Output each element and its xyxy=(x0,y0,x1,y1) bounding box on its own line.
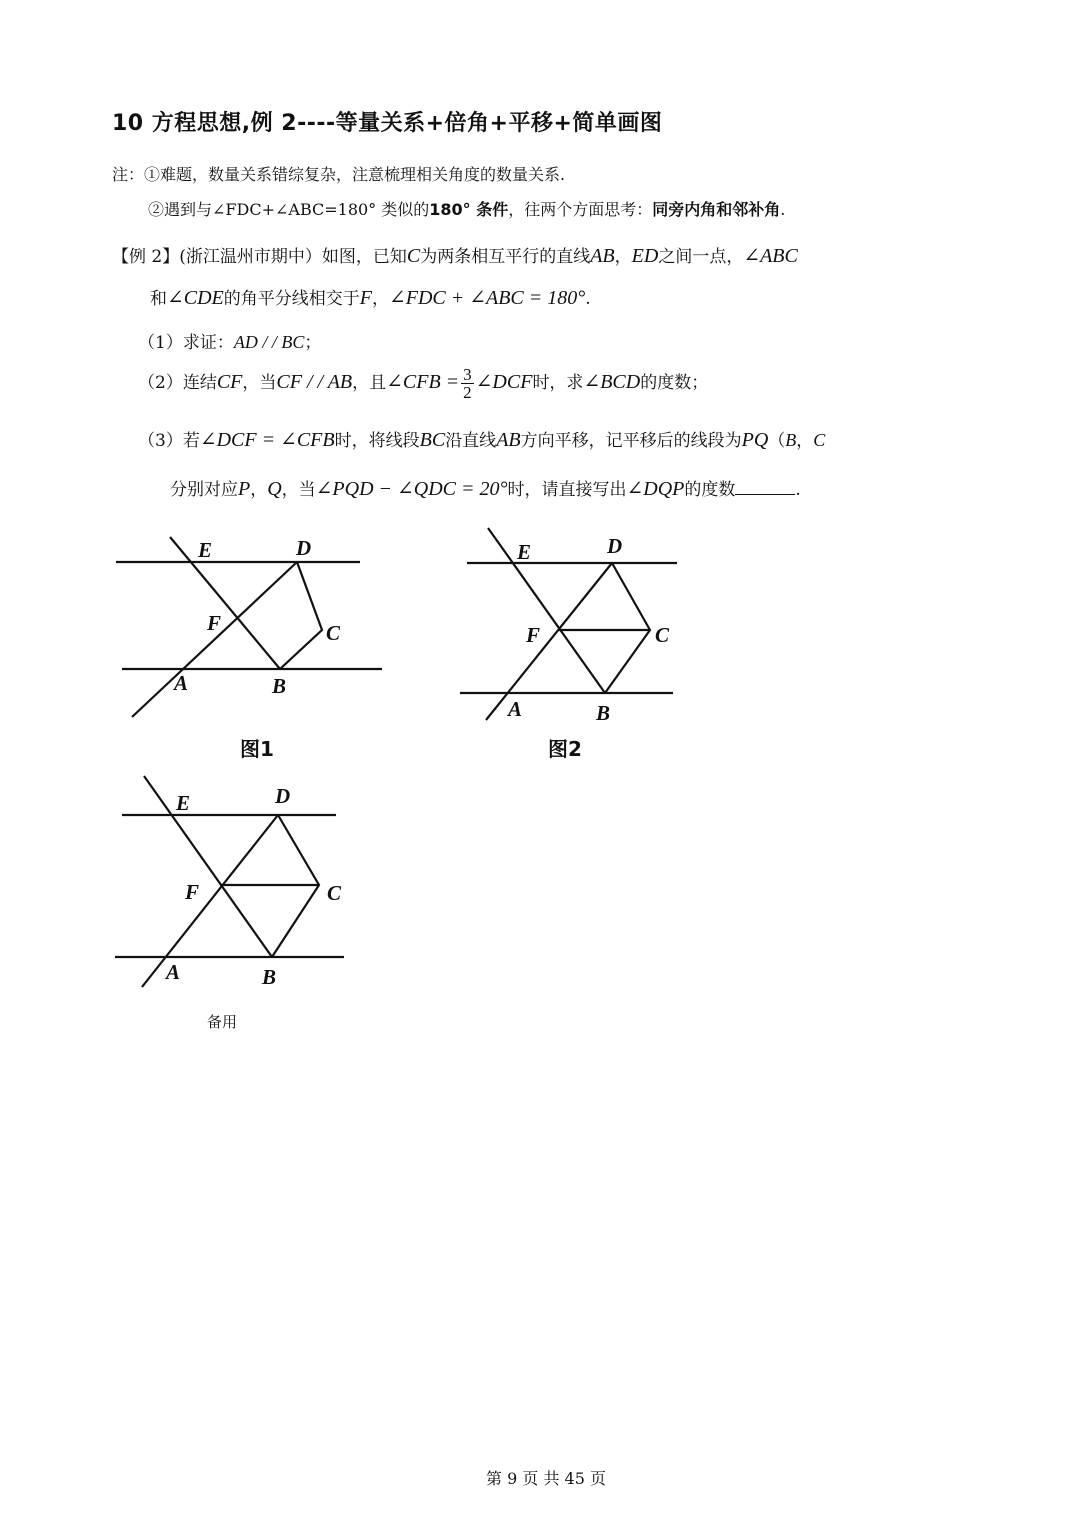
stem-text: ，当 xyxy=(242,373,277,393)
label-A: A xyxy=(508,697,523,721)
label-C: C xyxy=(655,623,670,647)
math-C: C xyxy=(813,430,826,450)
label-F: F xyxy=(207,611,222,635)
question-label: （3）若 xyxy=(138,431,200,451)
stem-text: ， xyxy=(796,431,814,451)
math-B: B xyxy=(785,430,797,450)
math-Q: Q xyxy=(267,478,282,500)
stem-text: ， xyxy=(614,247,632,267)
label-B: B xyxy=(272,674,287,698)
math-CF-parallel-AB: CF / / AB xyxy=(276,371,353,393)
math-angle-ABC: ∠ABC xyxy=(743,245,798,267)
label-E: E xyxy=(517,540,532,564)
math-AB: AB xyxy=(496,429,521,451)
note-bold-condition: 180° 条件 xyxy=(429,200,509,219)
stem-text: . xyxy=(585,289,591,309)
note-bold-conclusion: 同旁内角和邻补角 xyxy=(652,200,781,219)
question-label: （1）求证： xyxy=(138,333,234,353)
question-label: （2）连结 xyxy=(138,373,217,393)
line-A-to-D xyxy=(142,815,278,987)
line-E-to-B xyxy=(144,776,272,957)
figure-1-labels xyxy=(172,536,341,698)
stem-text: 的度数 xyxy=(684,480,736,500)
label-C: C xyxy=(327,881,342,905)
math-PQ: PQ xyxy=(741,429,769,451)
figure-2-caption: 图2 xyxy=(548,737,582,761)
stem-text: 和 xyxy=(150,289,167,309)
stem-text: 时，将线段 xyxy=(334,431,420,451)
note-line-1: 注：①难题，数量关系错综复杂，注意梳理相关角度的数量关系. xyxy=(112,165,566,184)
math-AD-parallel-BC: AD / / BC xyxy=(233,332,305,352)
line-E-to-B xyxy=(488,528,605,693)
math-P: P xyxy=(238,478,251,500)
stem-text: 方向平移，记平移后的线段为 xyxy=(520,431,742,451)
label-E: E xyxy=(198,538,213,562)
segments-DC-CB xyxy=(605,563,650,693)
label-D: D xyxy=(607,534,623,558)
page-title: 10 方程思想,例 2----等量关系+倍角+平移+简单画图 xyxy=(112,111,663,136)
stem-text: （ xyxy=(768,431,786,451)
figure-1-caption: 图1 xyxy=(240,737,274,761)
note-text: ，往两个方面思考： xyxy=(508,200,653,219)
math-angle-difference: ∠PQD − ∠QDC = 20° xyxy=(315,478,508,500)
stem-text: ， xyxy=(371,289,389,309)
label-F: F xyxy=(185,880,200,904)
stem-text: 为两条相互平行的直线 xyxy=(420,247,591,267)
math-angle-equality: ∠DCF = ∠CFB xyxy=(199,429,335,451)
label-E: E xyxy=(176,791,191,815)
stem-text: . xyxy=(795,480,801,500)
stem-text: 之间一点， xyxy=(658,247,744,267)
math-BC: BC xyxy=(419,429,446,451)
figure-1 xyxy=(116,537,382,717)
note-text: ②遇到与∠FDC+∠ABC=180° 类似的 xyxy=(148,200,430,219)
math-CF: CF xyxy=(216,371,243,393)
math-AB: AB xyxy=(590,245,615,267)
note-text: . xyxy=(780,200,786,219)
label-D: D xyxy=(275,784,291,808)
example-tag: 【例 2】 xyxy=(112,247,180,267)
label-F: F xyxy=(526,623,541,647)
stem-text: 的度数； xyxy=(640,373,709,393)
fraction-numerator: 3 xyxy=(463,365,472,384)
label-C: C xyxy=(326,621,341,645)
stem-text: 时，求 xyxy=(532,373,584,393)
problem-source: (浙江温州市期中） xyxy=(179,247,322,267)
stem-text: ； xyxy=(304,333,322,353)
fraction-denominator: 2 xyxy=(463,383,472,402)
math-angle-BCD: ∠BCD xyxy=(583,371,641,393)
math-angle-CFB: ∠CFB = xyxy=(386,371,460,393)
math-F: F xyxy=(359,287,372,309)
segments-DC-CB xyxy=(280,562,322,669)
figure-3-caption: 备用 xyxy=(207,1013,238,1031)
figure-2 xyxy=(460,528,677,720)
stem-text: ，且 xyxy=(352,373,387,393)
stem-text: ，当 xyxy=(281,480,316,500)
label-D: D xyxy=(296,536,312,560)
label-B: B xyxy=(262,965,277,989)
math-C: C xyxy=(406,245,421,267)
math-ED: ED xyxy=(631,245,659,267)
math-equation: ∠FDC + ∠ABC = 180° xyxy=(388,287,586,309)
stem-text: 的角平分线相交于 xyxy=(223,289,360,309)
label-A: A xyxy=(174,671,189,695)
math-angle-CDE: ∠CDE xyxy=(167,287,224,309)
line-A-to-D xyxy=(486,563,612,720)
page-footer: 第 9 页 共 45 页 xyxy=(486,1469,606,1488)
stem-text: 分别对应 xyxy=(170,480,238,500)
line-E-to-B xyxy=(170,537,280,669)
math-angle-DCF: ∠DCF xyxy=(475,371,533,393)
label-A: A xyxy=(166,960,181,984)
stem-text: 沿直线 xyxy=(445,431,497,451)
label-B: B xyxy=(596,701,611,725)
stem-text: 如图，已知 xyxy=(321,247,407,267)
stem-text: 时，请直接写出 xyxy=(507,480,627,500)
stem-text: ， xyxy=(250,480,268,500)
math-angle-DQP: ∠DQP xyxy=(626,478,685,500)
figure-3 xyxy=(115,776,344,987)
